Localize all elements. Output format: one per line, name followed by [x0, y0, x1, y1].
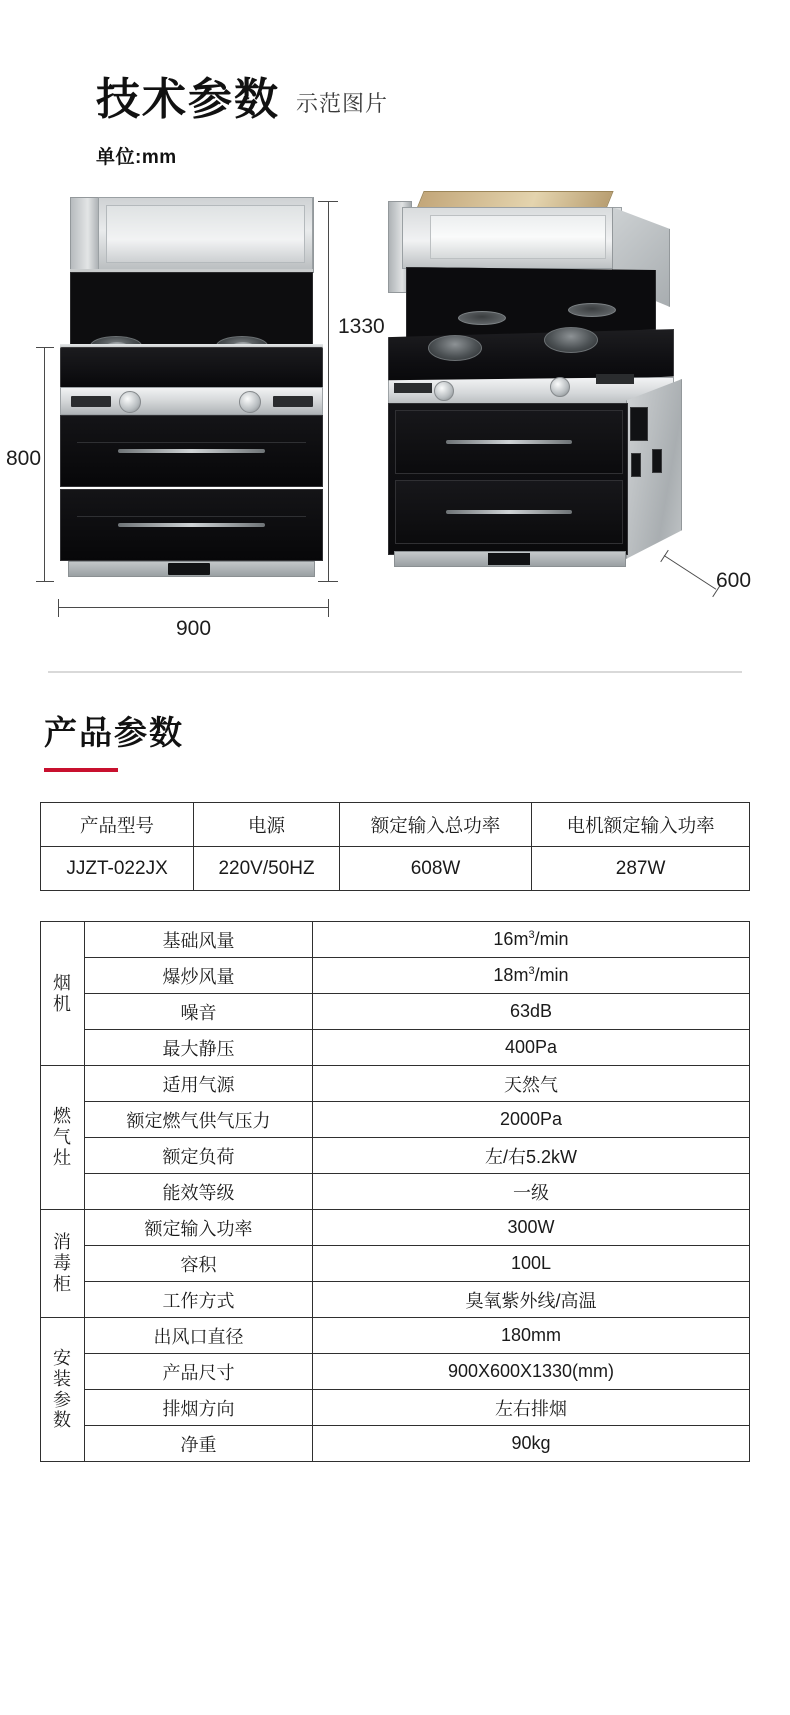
table-cell-label: 能效等级 [85, 1174, 313, 1210]
drawer-seam [77, 442, 307, 443]
table-cell-model: JJZT-022JX [41, 847, 194, 891]
table-cell-value: 左右排烟 [313, 1390, 750, 1426]
title-row [96, 75, 790, 124]
table-row [41, 803, 750, 847]
dimension-tick [58, 599, 59, 617]
table-row [41, 1174, 750, 1210]
table-row [41, 1138, 750, 1174]
spec-table-detail-wrap [40, 921, 750, 1462]
table-cell-label: 排烟方向 [85, 1390, 313, 1426]
dimension-tick [36, 581, 54, 582]
table-cell-value: 100L [313, 1246, 750, 1282]
dimension-label-width: 900 [176, 617, 212, 640]
table-cell-value: 180mm [313, 1318, 750, 1354]
table-group-label: 燃 气 灶 [41, 1066, 85, 1210]
dimension-label-height: 1330 [338, 315, 385, 338]
drawer-seam [77, 516, 307, 517]
dimension-label-depth: 600 [716, 569, 752, 592]
page-subtitle: 示范图片 [296, 91, 389, 116]
drawer-handle [446, 440, 573, 444]
table-row [41, 1282, 750, 1318]
burner-left [428, 335, 482, 361]
section-accent-rule [44, 768, 118, 772]
cabinet-body [388, 403, 628, 555]
table-cell-label: 额定输入功率 [85, 1210, 313, 1246]
table-row [41, 1102, 750, 1138]
table-cell-label: 产品尺寸 [85, 1354, 313, 1390]
table-row [41, 1246, 750, 1282]
upper-drawer [395, 410, 623, 474]
side-vent-slot [630, 407, 648, 441]
table-header-cell: 产品型号 [41, 803, 194, 847]
table-cell-total-power: 608W [339, 847, 531, 891]
drawer-handle [446, 510, 573, 514]
product-dimension-diagram [0, 197, 790, 657]
control-knob-right [239, 391, 261, 413]
table-row [41, 1210, 750, 1246]
table-row [41, 1030, 750, 1066]
brand-logo [71, 396, 111, 407]
appliance-front-view [48, 197, 330, 587]
table-cell-value: 300W [313, 1210, 750, 1246]
page-header [0, 0, 790, 169]
table-row [41, 1318, 750, 1354]
dimension-tick [328, 599, 329, 617]
side-vent-slot [631, 453, 641, 477]
hood-left-post [70, 197, 100, 273]
table-row [41, 958, 750, 994]
table-header-cell: 额定输入总功率 [339, 803, 531, 847]
spec-table-detail [40, 921, 750, 1462]
drawer-handle [118, 523, 264, 527]
table-cell-value: 400Pa [313, 1030, 750, 1066]
table-cell-label: 最大静压 [85, 1030, 313, 1066]
table-row [41, 922, 750, 958]
table-row [41, 1390, 750, 1426]
table-cell-motor-power: 287W [532, 847, 750, 891]
table-cell-value: 臭氧紫外线/高温 [313, 1282, 750, 1318]
appliance-perspective-view [372, 191, 702, 601]
table-header-cell: 电源 [194, 803, 340, 847]
dimension-tick [318, 201, 338, 202]
table-row [41, 847, 750, 891]
burner-ring-right [568, 303, 616, 317]
product-params-section [0, 673, 790, 772]
spec-table-main [40, 802, 750, 891]
range-hood-inner-panel [106, 205, 305, 263]
drawer-handle [118, 449, 264, 453]
section-title: 产品参数 [44, 714, 184, 751]
table-row [41, 1354, 750, 1390]
side-vent-slot [652, 449, 662, 473]
table-cell-power-supply: 220V/50HZ [194, 847, 340, 891]
control-knob-left [119, 391, 141, 413]
dimension-line-height [328, 201, 329, 581]
table-cell-value: 90kg [313, 1426, 750, 1462]
table-row [41, 1066, 750, 1102]
burner-ring-left [458, 311, 506, 325]
table-group-label: 烟 机 [41, 922, 85, 1066]
table-cell-label: 额定燃气供气压力 [85, 1102, 313, 1138]
table-cell-label: 爆炒风量 [85, 958, 313, 994]
table-row [41, 994, 750, 1030]
table-cell-value: 63dB [313, 994, 750, 1030]
spec-table-main-wrap [40, 802, 750, 891]
base-vent [488, 553, 530, 565]
table-cell-value: $18m^3/\min$ [313, 958, 750, 994]
table-cell-label: 容积 [85, 1246, 313, 1282]
table-cell-value: 天然气 [313, 1066, 750, 1102]
dimension-tick [36, 347, 54, 348]
table-cell-label: 基础风量 [85, 922, 313, 958]
table-cell-label: 额定负荷 [85, 1138, 313, 1174]
dimension-label-cabinet-height: 800 [6, 447, 42, 470]
table-cell-label: 出风口直径 [85, 1318, 313, 1354]
model-badge [273, 396, 313, 407]
unit-label: 单位:mm [96, 147, 177, 168]
control-knob-left [434, 381, 454, 401]
table-cell-label: 噪音 [85, 994, 313, 1030]
burner-right [544, 327, 598, 353]
control-panel [60, 387, 323, 415]
table-group-label: 消 毒 柜 [41, 1210, 85, 1318]
table-cell-value: 左/右5.2kW [313, 1138, 750, 1174]
page-title: 技术参数 [96, 75, 280, 124]
table-cell-label: 适用气源 [85, 1066, 313, 1102]
lower-drawer [395, 480, 623, 544]
table-cell-label: 净重 [85, 1426, 313, 1462]
table-cell-label: 工作方式 [85, 1282, 313, 1318]
table-cell-value: 一级 [313, 1174, 750, 1210]
model-badge [596, 374, 634, 384]
lower-drawer [60, 489, 323, 561]
table-cell-value: 900X600X1330(mm) [313, 1354, 750, 1390]
table-header-cell: 电机额定输入功率 [532, 803, 750, 847]
table-cell-value: 2000Pa [313, 1102, 750, 1138]
dimension-line-cabinet-height [44, 347, 45, 581]
brand-logo [394, 383, 432, 393]
dimension-tick [318, 581, 338, 582]
range-hood-inner-panel [430, 215, 606, 259]
base-vent [168, 563, 210, 575]
table-row [41, 1426, 750, 1462]
upper-drawer [60, 415, 323, 487]
dimension-line-width [58, 607, 328, 608]
table-group-label: 安 装 参 数 [41, 1318, 85, 1462]
cooktop-surface [60, 347, 323, 389]
control-knob-right [550, 377, 570, 397]
table-cell-value: $16m^3/\min$ [313, 922, 750, 958]
